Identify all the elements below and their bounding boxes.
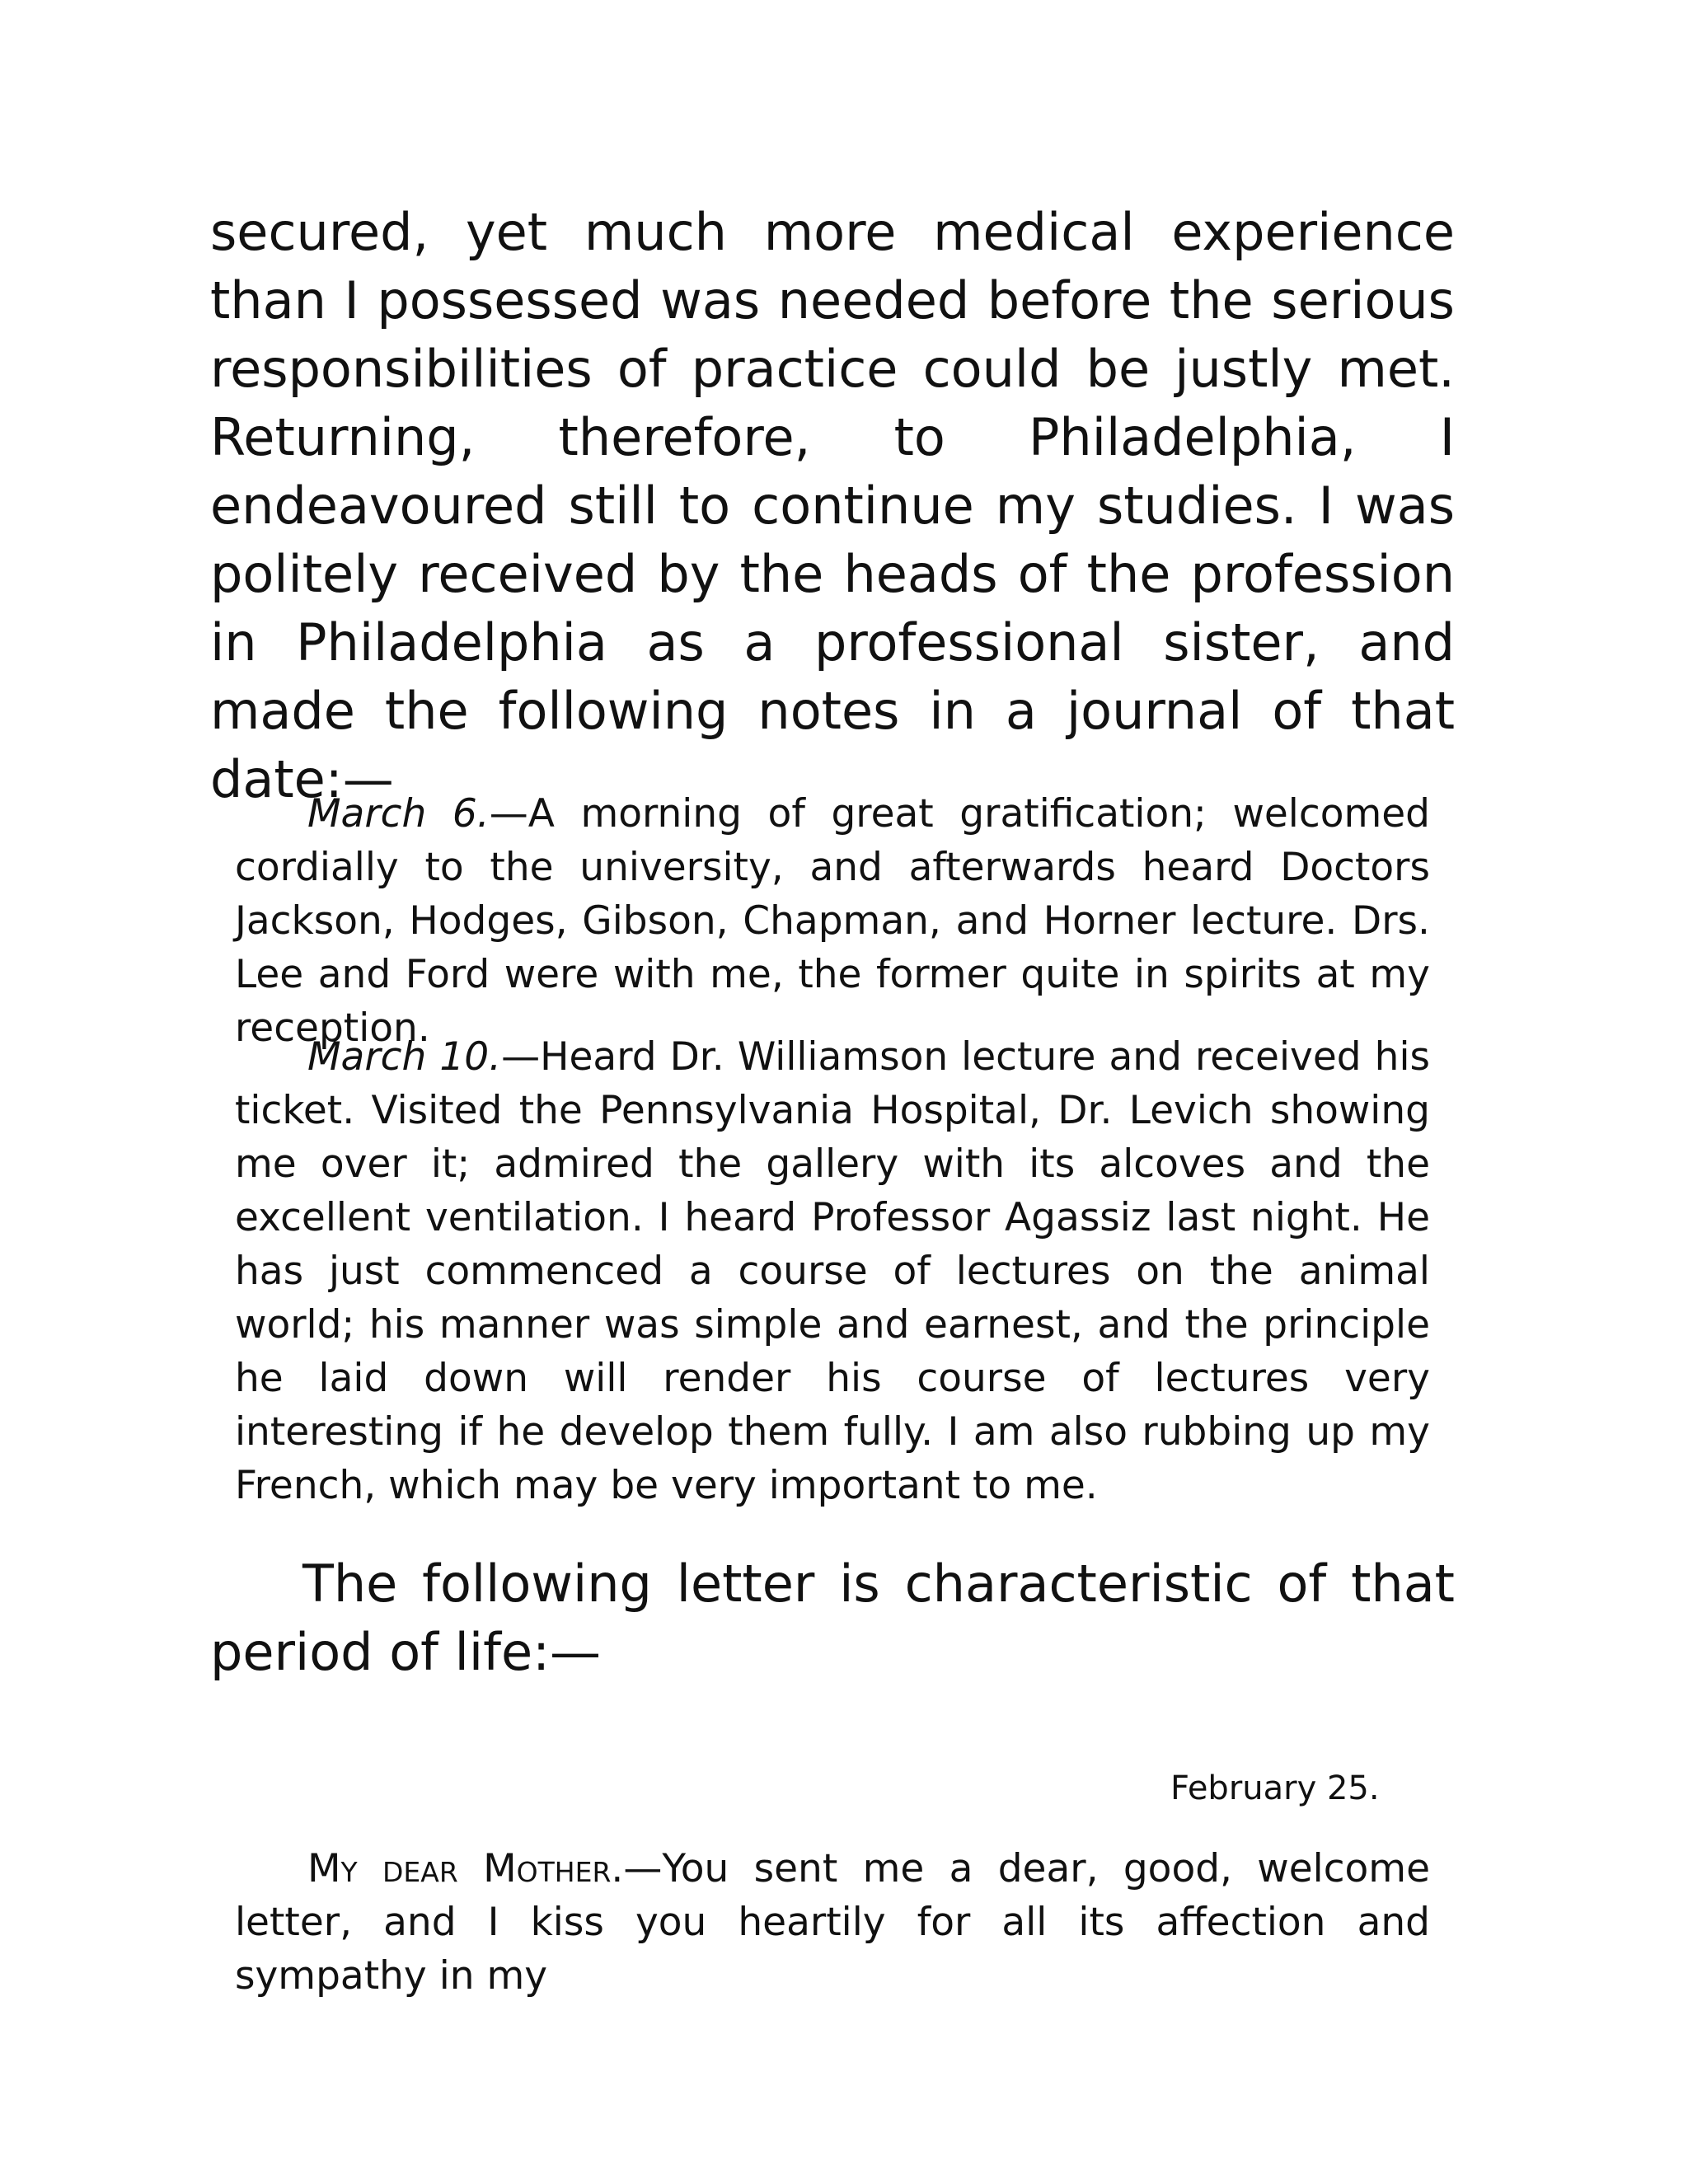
letter-date: February 25. (1170, 1769, 1380, 1807)
letter-body (235, 1842, 1430, 2003)
journal-entry (235, 1030, 1430, 1512)
journal-entry (235, 787, 1430, 1055)
journal-entry-text: —Heard Dr. Williamson lecture and received his ticket. Visited the Pennsylvania Hospital, Dr. Levich showing me over it; admired the gallery with its alcoves and the excellent ventilation. I heard Professor Agassiz last night. He has just commenced a course of lectures on the animal world; his manner was simple and earnest, and the principle he laid down will render his course of lectures very interesting if he develop them fully. I am also rubbing up my French, which may be very important to me. (235, 1034, 1430, 1508)
journal-entry-text: —A morning of great gratification; welcomed cordially to the university, and afterwards heard Doctors Jackson, Hodges, Gibson, Chapman, and Horner lecture. Drs. Lee and Ford were with me, the former quite in spirits at my reception. (235, 791, 1430, 1051)
journal-entry-date: March 10. (307, 1034, 502, 1080)
journal-entry-date: March 6. (307, 791, 490, 837)
letter-salutation: My dear Mother. (307, 1846, 624, 1891)
letter-text: —You sent me a dear, good, welcome letter, and I kiss you heartily for all its affection and sympathy in my (235, 1846, 1430, 1999)
letter-intro-paragraph: The following letter is characteristic of that period of life:— (210, 1554, 1455, 1682)
body-paragraph: secured, yet much more medical experience than I possessed was needed before the serious responsibilities of practice could be justly met. Returning, therefore, to Philadelphia, I endeavoured still to continue my studies. I was politely received by the heads of the profession in Philadelphia as a professional sister, and made the following notes in a journal of that date:— (210, 202, 1455, 809)
